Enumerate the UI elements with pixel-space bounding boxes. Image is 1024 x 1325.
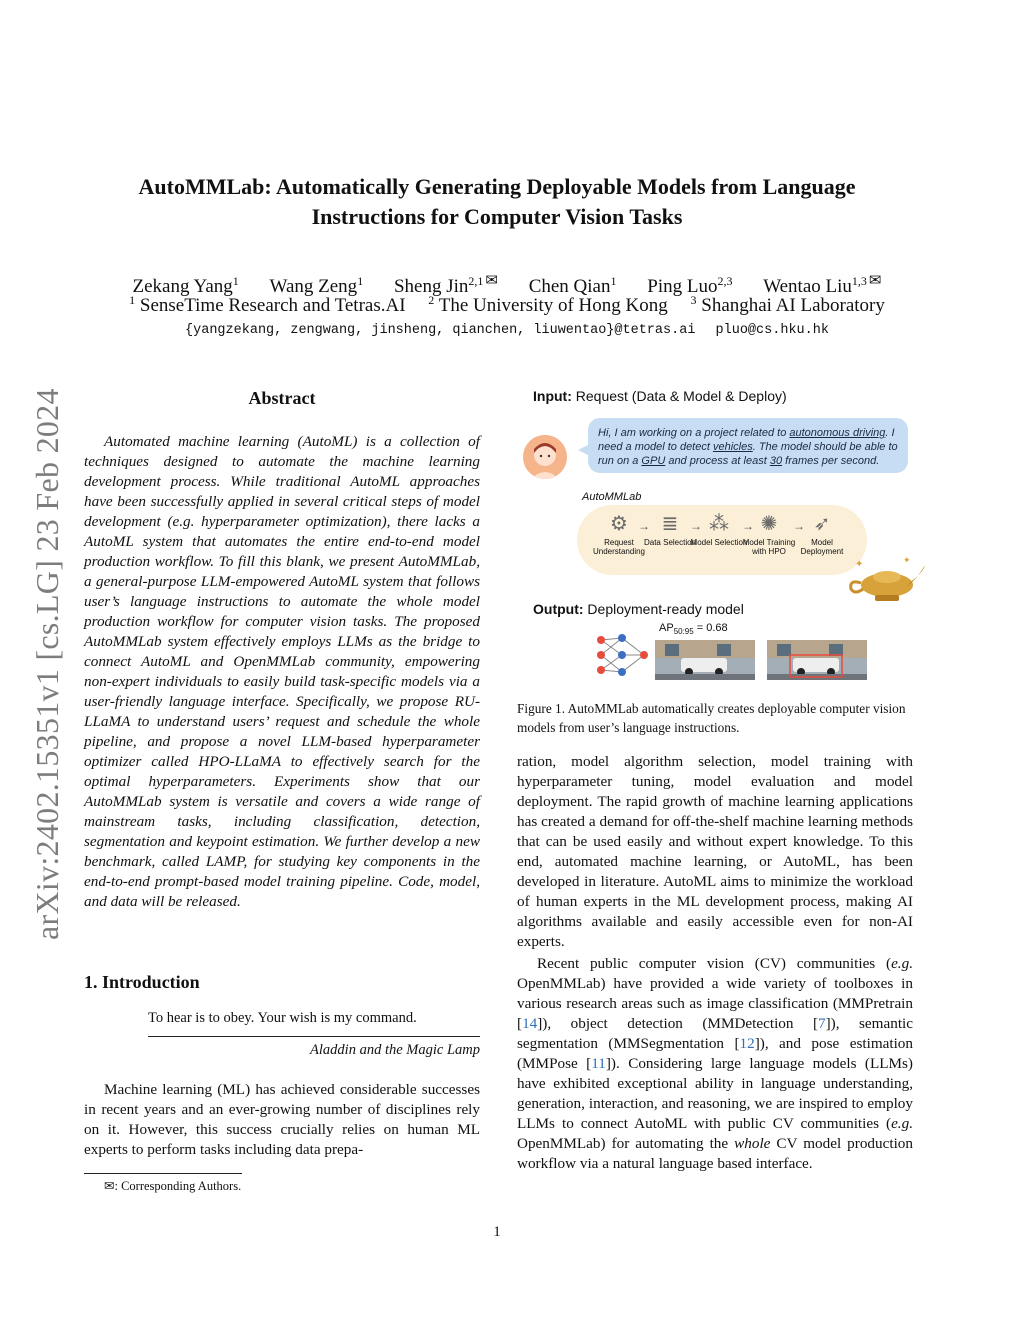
svg-text:✦: ✦ xyxy=(903,555,911,565)
envelope-icon: ✉ xyxy=(868,273,882,289)
author: Wentao Liu$^{1,3}$ ✉ xyxy=(763,273,882,297)
request-bubble: Hi, I am working on a project related to autonomous driving. I need a model to detect vehicles. The model should be able to run on a GPU and process at least 30 frames per second. xyxy=(588,418,908,473)
intro-paragraph: Machine learning (ML) has achieved considerable successes in recent years and an ever-growing number of disciplines rely on it. However, this success crucially relies on human ML experts to perform tasks including data prepa- xyxy=(84,1081,480,1158)
author: Zekang Yang$^1$ xyxy=(132,274,239,297)
epigraph-quote: To hear is to obey. Your wish is my command. xyxy=(148,1010,417,1026)
paragraph: Recent public computer vision (CV) communities (e.g. OpenMMLab) have provided a wide variety of toolboxes in various research areas such as image classification (MMPretrain [14]), object detection (MMDetection [7]), semantic segmentation (MMSegmentation [12]), and pose estimation (MMPose [11]). Considering large language models (LLMs) have exhibited exceptional ability in language understanding, generation, interaction, and reasoning, we are inspired to employ LLMs to connect AutoML with public CV communities (e.g. OpenMMLab) for automating the whole CV model production workflow via a natural language based interface. xyxy=(517,955,913,1172)
affiliation: $^1$ SenseTime Research and Tetras.AI xyxy=(129,293,406,316)
pipeline-step: ≣ Data Selection xyxy=(640,512,700,547)
svg-text:✦: ✦ xyxy=(855,559,864,570)
user-face-icon xyxy=(523,435,567,479)
title-line-2: Instructions for Computer Vision Tasks xyxy=(311,204,683,229)
affiliation: $^3$ Shanghai AI Laboratory xyxy=(690,293,885,316)
pipeline-step: ⚙ Request Understanding xyxy=(589,512,649,556)
author: Chen Qian$^1$ xyxy=(528,274,617,297)
system-label: AutoMMLab xyxy=(582,491,642,503)
epigraph-source: Aladdin and the Magic Lamp xyxy=(310,1042,480,1058)
citation-link[interactable]: 14 xyxy=(522,1015,538,1032)
pipeline-step: ➶ Model Deployment xyxy=(792,512,852,556)
arrow-right-icon: → xyxy=(742,519,754,533)
abstract-text: Automated machine learning (AutoML) is a collection of techniques designed to automate the machine learning development process. While traditional AutoML approaches have been successfully applied in several critical steps of model development (e.g. hyperparameter optimization), there lacks a AutoML system that automates the entire end-to-end model production workflow. To fill this blank, we present AutoMMLab, a general-purpose LLM-empowered AutoML system that follows user’s language instructions to automate the whole model production workflow for computer vision tasks. The proposed AutoMMLab system effectively employs LLMs as the bridge to connect AutoML and OpenMMLab community, empowering non-expert individuals to easily build task-specific models via a user-friendly language interface. Specifically, we propose RU-LLaMA to understand users’ request and schedule the whole pipeline, and propose a novel LLM-based hyperparameter optimizer called HPO-LLaMA to effectively search for the optimal hyperparameters. Experiments show that our AutoMMLab system is versatile and covers a wide range of mainstream tasks, including classification, detection, segmentation and keypoint estimation. We further develop a new benchmark, called LAMP, for studying key components in the end-to-end prompt-based model training pipeline. Code, model, and data will be released. xyxy=(84,433,480,910)
ap-metric: $AP_{50:95} = 0.68$ xyxy=(659,622,728,637)
email: {yangzekang, zengwang, jinsheng, qianchen, liuwentao}@tetras.ai xyxy=(185,323,696,338)
title-line-1: AutoMMLab: Automatically Generating Deployable Models from Language xyxy=(138,174,856,199)
citation-link[interactable]: 11 xyxy=(591,1055,606,1072)
pipeline-step: ⁂ Model Selection xyxy=(690,513,748,547)
detection-result-image xyxy=(767,640,867,680)
rocket-icon: ➶ xyxy=(813,513,831,535)
author: Ping Luo$^{2,3}$ xyxy=(647,274,733,297)
affiliation-list xyxy=(60,293,954,319)
user-avatar xyxy=(523,435,567,479)
author: Wang Zeng$^1$ xyxy=(269,274,364,297)
abstract-section xyxy=(84,385,480,912)
email-list xyxy=(60,322,954,340)
figure-1 xyxy=(517,385,927,680)
input-street-photo xyxy=(655,640,755,680)
section-heading: 1. Introduction xyxy=(84,972,200,992)
arxiv-identifier: arXiv:2402.15351v1 [cs.LG] 23 Feb 2024 xyxy=(29,388,65,940)
epigraph xyxy=(148,1008,480,1060)
output-detection-photo xyxy=(767,640,867,680)
brain-gear-icon: ⚙ xyxy=(610,513,628,535)
affiliation: $^2$ The University of Hong Kong xyxy=(428,293,668,316)
email: pluo@cs.hku.hk xyxy=(715,323,829,338)
pipeline-step: ✺ Model Training with HPO xyxy=(739,512,799,556)
footnote: ✉: Corresponding Authors. xyxy=(104,1179,242,1193)
figure-caption: Figure 1. AutoMMLab automatically creates deployable computer vision models from user’s language instructions. xyxy=(517,701,906,735)
right-column-text xyxy=(517,752,913,1174)
street-scene-image xyxy=(655,640,755,680)
abstract-heading: Abstract xyxy=(248,388,316,408)
citation-link[interactable]: 12 xyxy=(739,1035,755,1052)
page-number: 1 xyxy=(493,1224,501,1240)
network-icon: ⁂ xyxy=(709,513,729,535)
input-label: Input: Request (Data & Model & Deploy) xyxy=(533,388,787,404)
citation-link[interactable]: 7 xyxy=(818,1015,826,1032)
envelope-icon: ✉ xyxy=(485,273,498,289)
epigraph-divider xyxy=(148,1036,480,1037)
database-icon: ≣ xyxy=(661,513,679,535)
gear-icon: ✺ xyxy=(760,513,778,535)
output-label: Output: Deployment-ready model xyxy=(533,601,744,617)
neural-network-icon xyxy=(595,632,650,678)
arrow-right-icon: → xyxy=(690,519,702,533)
paper-title xyxy=(80,172,914,232)
author: Sheng Jin$^{2,1}$ ✉ xyxy=(393,273,498,297)
paragraph: ration, model algorithm selection, model training with hyperparameter tuning, model evaluation and model deployment. The rapid growth of machine learning applications has created a demand for off-the-shelf machine learning methods that can be used easily and without expert knowledge. To this end, automated machine learning, or AutoML, has been developed in literature. AutoML aims to minimize the workload of human experts in the ML development process, making AI algorithms available and easily accessible even for non-AI experts. xyxy=(517,753,913,950)
arrow-right-icon: → xyxy=(638,519,650,533)
footnote-divider xyxy=(84,1173,242,1174)
magic-lamp-icon xyxy=(847,555,927,605)
arrow-right-icon: → xyxy=(793,519,805,533)
